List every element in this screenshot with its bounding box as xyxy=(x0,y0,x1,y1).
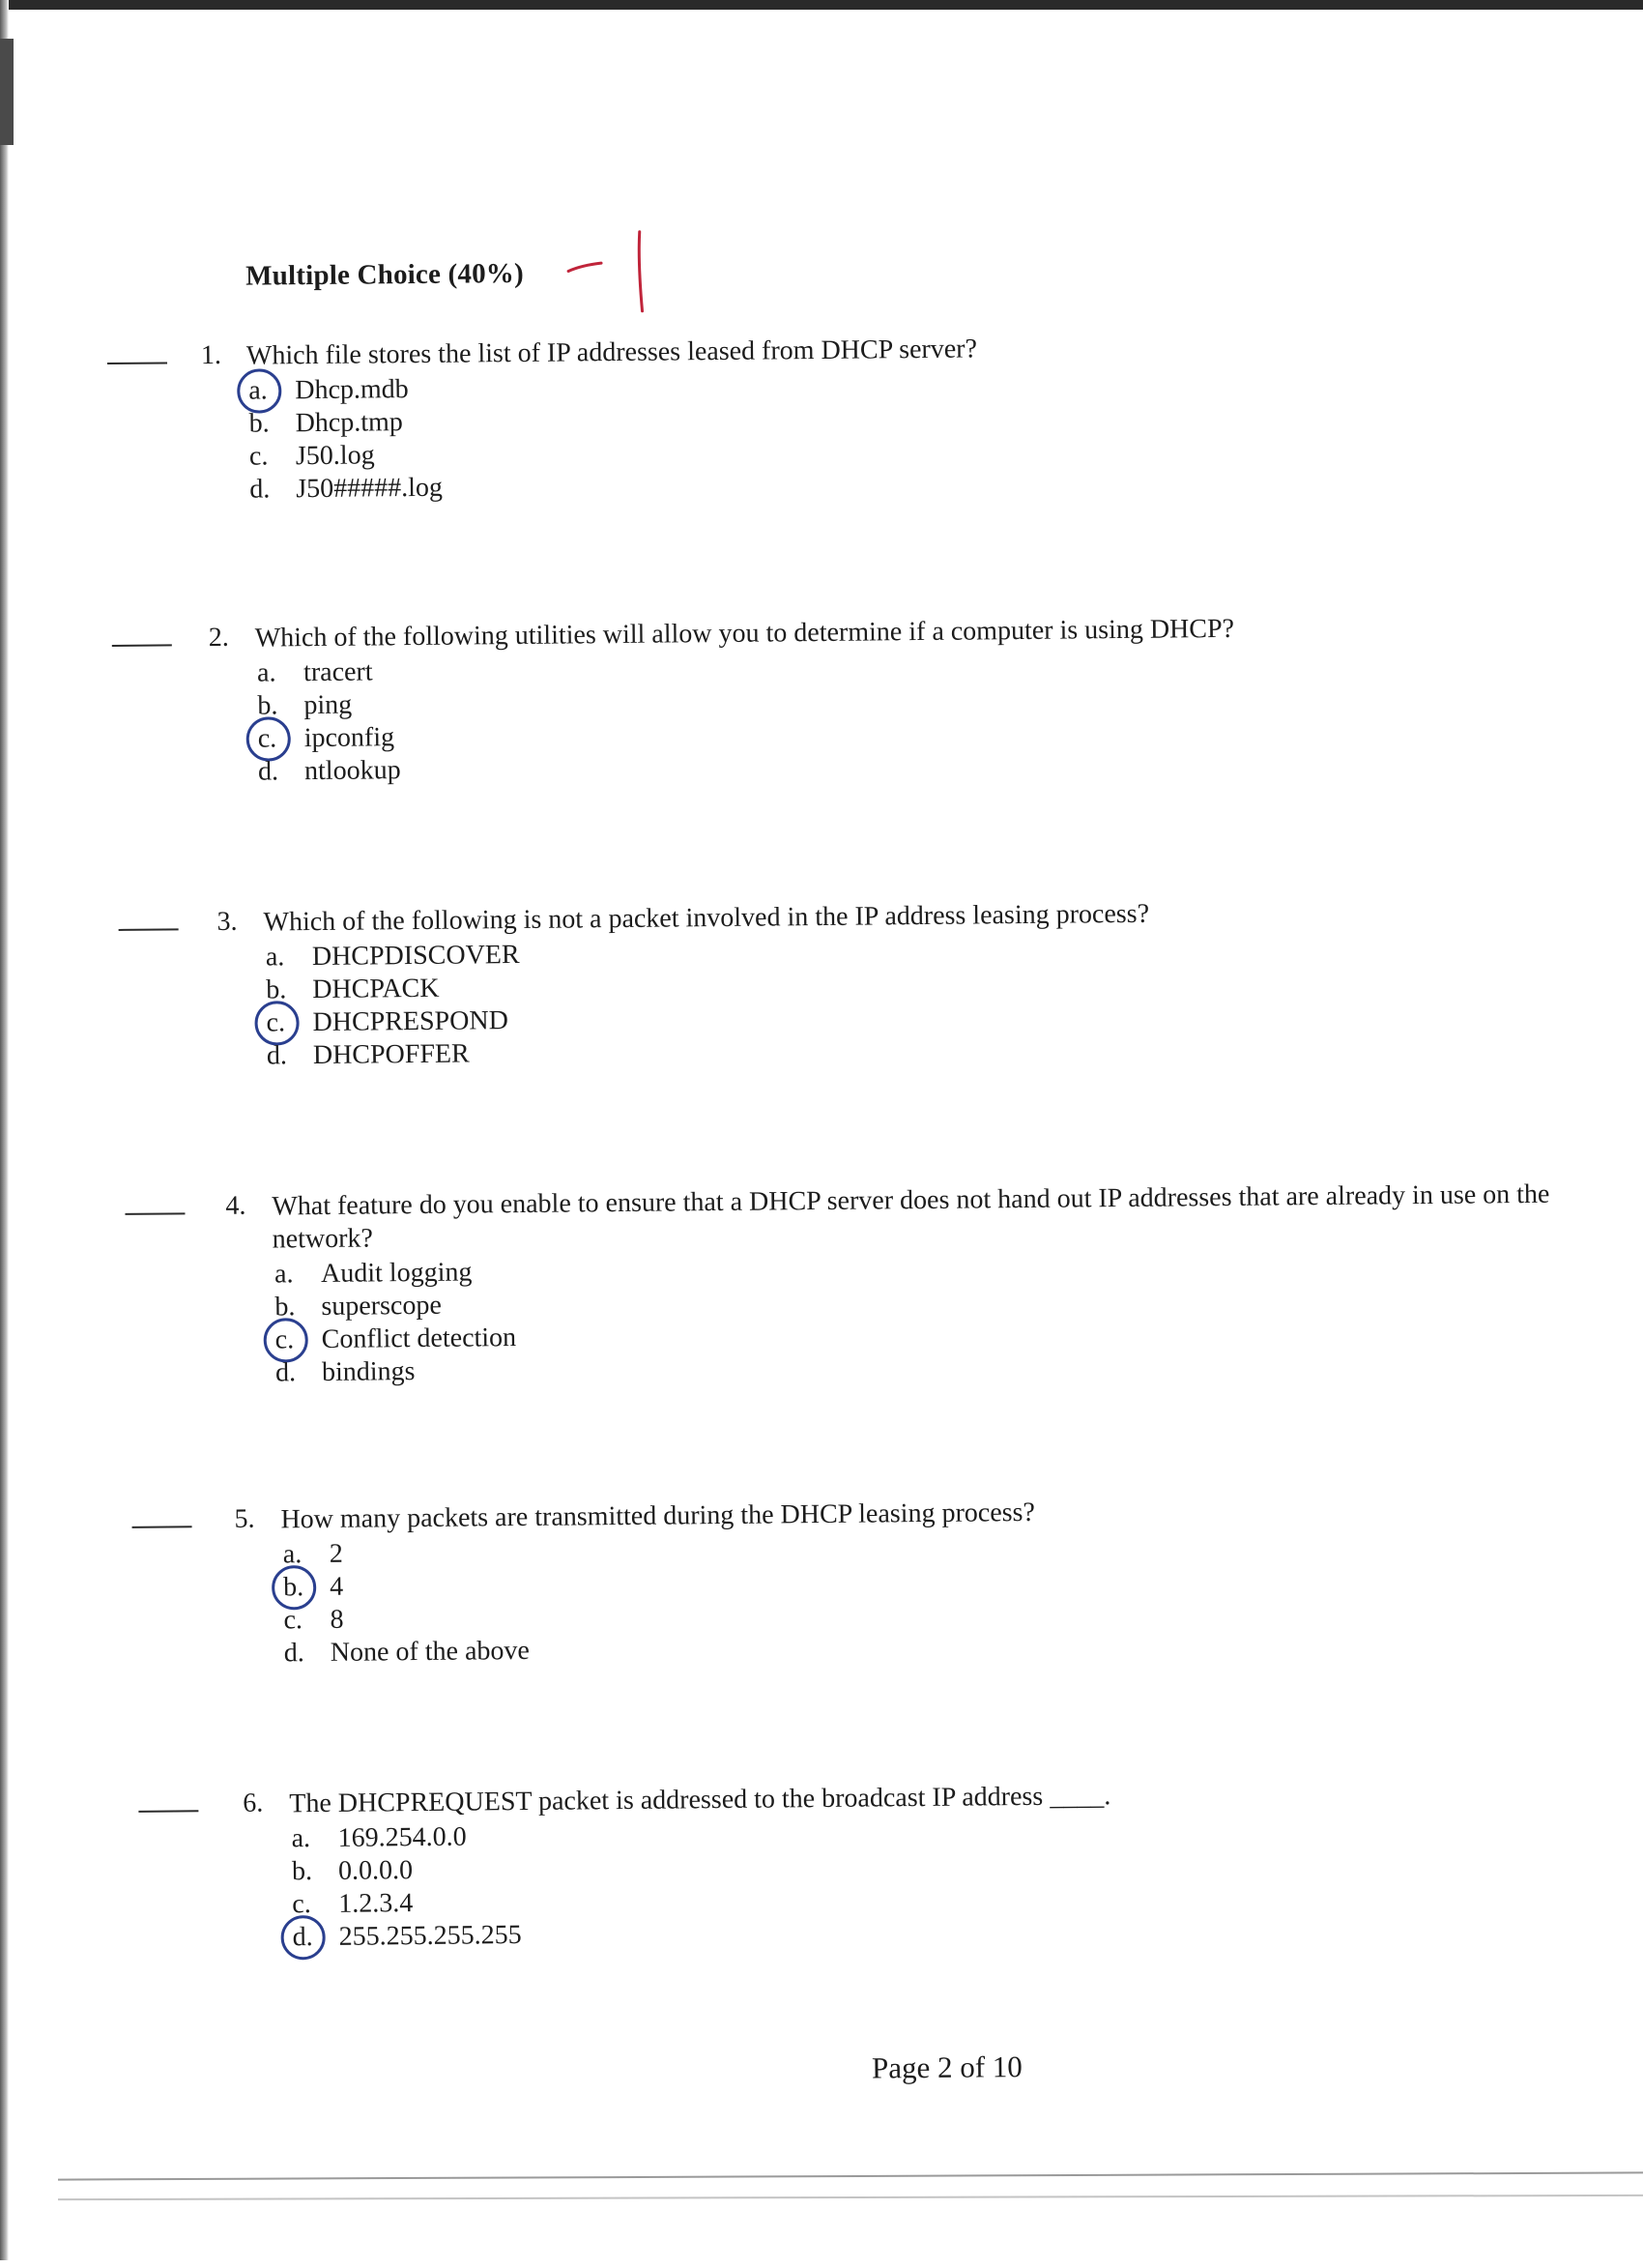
option-letter: b. xyxy=(283,1571,322,1604)
question-text: Which of the following utilities will allow you to determine if a computer is using DHCP? xyxy=(255,609,1608,654)
option-letter: b. xyxy=(292,1855,331,1888)
option-text: Audit logging xyxy=(321,1256,473,1290)
option-text: J50#####.log xyxy=(296,472,443,506)
option-text: tracert xyxy=(303,655,373,689)
option-text: 169.254.0.0 xyxy=(338,1821,467,1855)
option-letter: a. xyxy=(283,1538,322,1571)
option-letter: c. xyxy=(283,1604,322,1637)
option-text: ntlookup xyxy=(304,754,401,788)
question-text: What feature do you enable to ensure that a DHCP server does not hand out IP addresses that are already in use on the network? xyxy=(272,1178,1626,1256)
question-text: Which of the following is not a packet involved in the IP address leasing process? xyxy=(263,893,1616,939)
option-letter: d. xyxy=(284,1637,323,1670)
option-letter: d. xyxy=(275,1356,314,1389)
question-2 xyxy=(0,609,1639,625)
option-text: 0.0.0.0 xyxy=(338,1854,413,1888)
option-letter: d. xyxy=(258,755,297,788)
question-6 xyxy=(7,1775,1643,1790)
option-text: superscope xyxy=(321,1290,442,1323)
option-letter: c. xyxy=(258,722,297,755)
option-text: 2 xyxy=(330,1538,343,1571)
question-number: 6. xyxy=(243,1788,263,1819)
option-letter: a. xyxy=(266,941,304,974)
page-number: Page 2 of 10 xyxy=(872,2050,1023,2085)
option-text: 4 xyxy=(330,1571,343,1604)
question-text: The DHCPREQUEST packet is addressed to the broadcast IP address ____. xyxy=(289,1775,1642,1820)
answer-blank[interactable] xyxy=(138,1810,198,1813)
question-number: 4. xyxy=(225,1191,245,1222)
question-4 xyxy=(1,1178,1643,1193)
option-text: Dhcp.mdb xyxy=(295,373,409,407)
option-text: ping xyxy=(303,689,352,722)
option-text: DHCPDISCOVER xyxy=(312,939,520,974)
question-number: 1. xyxy=(201,340,221,371)
question-text: How many packets are transmitted during the DHCP leasing process? xyxy=(280,1491,1633,1536)
option-letter: a. xyxy=(248,374,287,407)
option-letter: c. xyxy=(249,440,288,473)
question-text: Which file stores the list of IP addresses leased from DHCP server? xyxy=(246,327,1600,372)
section-title: Multiple Choice (40%) xyxy=(245,258,524,293)
question-number: 3. xyxy=(216,907,237,938)
option-text: DHCPOFFER xyxy=(313,1037,470,1072)
option-letter: b. xyxy=(257,689,296,722)
option-letter: c. xyxy=(292,1888,331,1921)
option-letter: c. xyxy=(275,1323,314,1356)
question-5 xyxy=(4,1491,1643,1506)
question-number: 5. xyxy=(234,1504,254,1535)
option-letter: a. xyxy=(292,1822,331,1855)
option-text: None of the above xyxy=(331,1635,530,1670)
grade-mark-minus-one-icon xyxy=(562,223,670,321)
option-text: Dhcp.tmp xyxy=(295,406,403,440)
option-letter: a. xyxy=(274,1258,313,1291)
answer-blank[interactable] xyxy=(132,1526,192,1528)
option-letter: d. xyxy=(267,1039,305,1072)
option-letter: c. xyxy=(266,1006,304,1039)
option-text: 255.255.255.255 xyxy=(338,1919,521,1954)
question-number: 2. xyxy=(209,623,229,654)
answer-blank[interactable] xyxy=(107,362,167,364)
option-letter: b. xyxy=(274,1291,313,1323)
option-text: 8 xyxy=(330,1604,343,1637)
option-text: bindings xyxy=(322,1355,416,1389)
option-letter: b. xyxy=(266,974,304,1006)
answer-blank[interactable] xyxy=(125,1212,185,1215)
option-letter: d. xyxy=(292,1921,331,1954)
option-text: DHCPACK xyxy=(312,973,440,1006)
option-text: ipconfig xyxy=(304,721,395,755)
answer-blank[interactable] xyxy=(112,644,172,647)
option-letter: a. xyxy=(257,656,296,689)
option-text: DHCPRESPOND xyxy=(312,1004,508,1039)
option-text: 1.2.3.4 xyxy=(338,1887,413,1921)
answer-blank[interactable] xyxy=(119,928,179,931)
question-1 xyxy=(0,327,1636,342)
option-letter: b. xyxy=(248,407,287,440)
option-text: Conflict detection xyxy=(322,1322,517,1356)
option-letter: d. xyxy=(249,473,288,506)
question-3 xyxy=(0,893,1641,909)
option-text: J50.log xyxy=(296,439,375,473)
